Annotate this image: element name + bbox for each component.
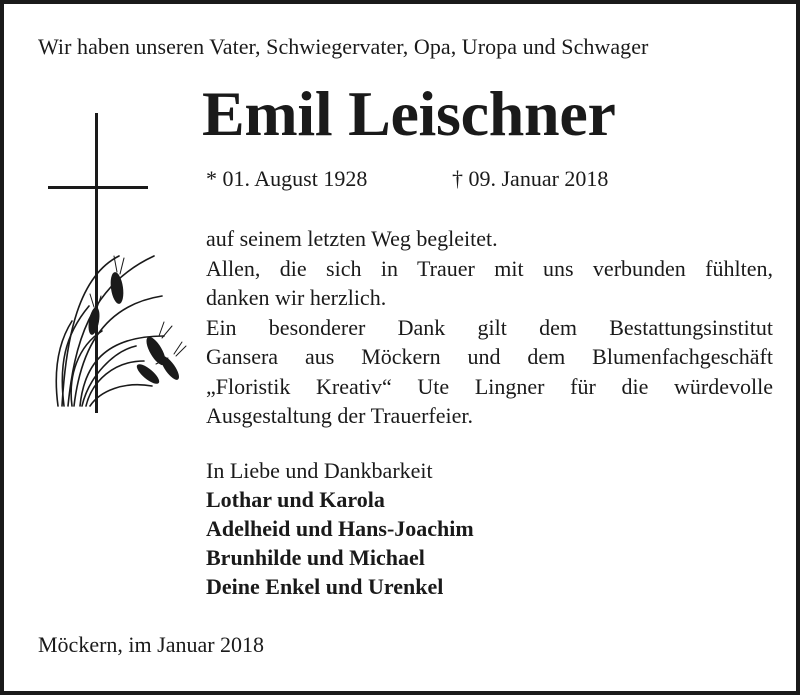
body-line: Allen, die sich in Trauer mit uns verbunden fühlten, [206, 255, 773, 281]
closing-line: In Liebe und Dankbarkeit [206, 458, 433, 483]
body-line: Ein besonderer Dank gilt dem Bestattungsinstitut [206, 314, 773, 340]
deceased-name: Emil Leischner [202, 78, 616, 149]
birth-date: * 01. August 1928 [206, 166, 368, 191]
body-line: Gansera aus Möckern und dem Blumenfachgeschäft [206, 344, 773, 369]
body-line: auf seinem letzten Weg begleitet. [206, 226, 498, 251]
body-line: „Floristik Kreativ“ Ute Lingner für die würdevolle [206, 373, 773, 399]
body-line: Ausgestaltung der Trauerfeier. [206, 403, 473, 428]
place-date: Möckern, im Januar 2018 [38, 632, 265, 657]
cross-with-wheat-icon [44, 106, 194, 416]
mourner-name: Adelheid und Hans-Joachim [206, 516, 474, 541]
mourner-name: Lothar und Karola [206, 487, 385, 512]
death-date: † 09. Januar 2018 [452, 166, 609, 191]
intro-line: Wir haben unseren Vater, Schwiegervater, Opa, Uropa und Schwager [38, 34, 649, 59]
body-line: danken wir herzlich. [206, 285, 387, 310]
signoff [206, 456, 474, 601]
mourner-name: Deine Enkel und Urenkel [206, 574, 444, 599]
body-text [206, 224, 773, 431]
mourner-name: Brunhilde und Michael [206, 545, 425, 570]
